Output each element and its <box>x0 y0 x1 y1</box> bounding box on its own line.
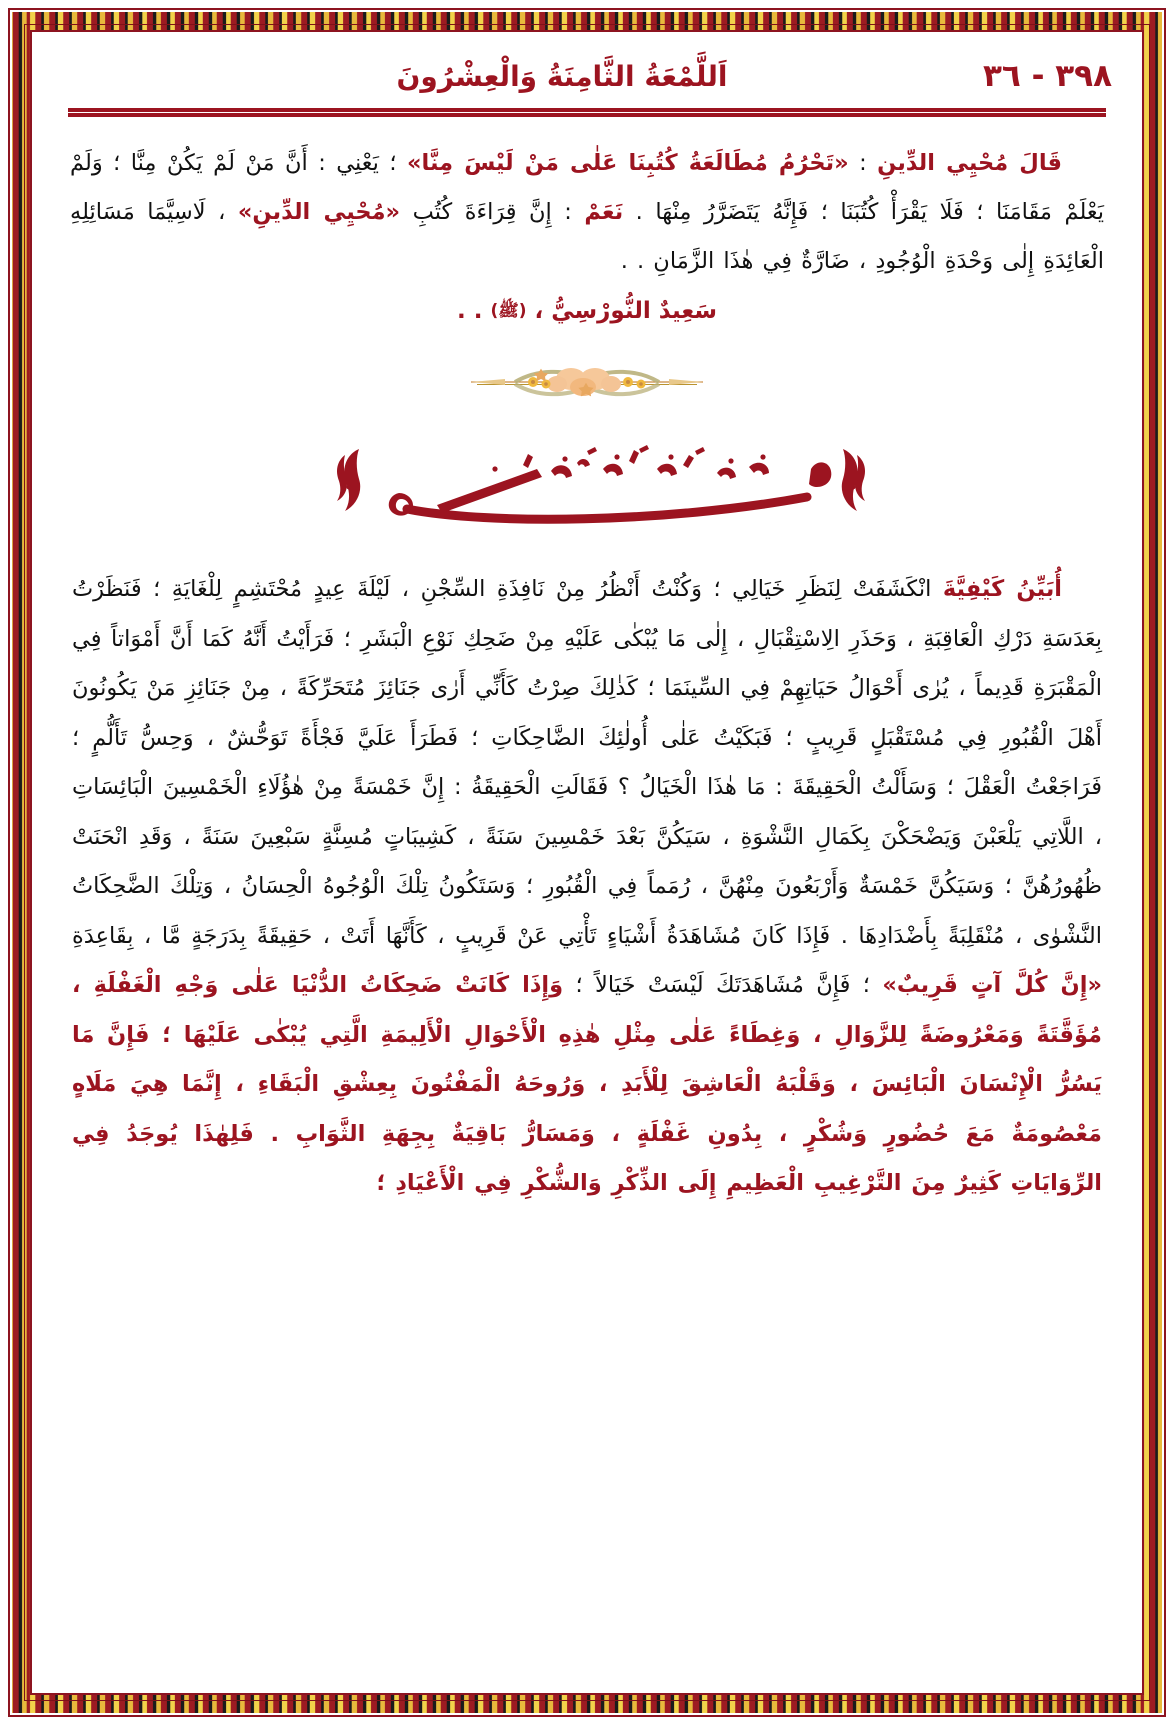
basmala-bracket-left <box>337 449 360 511</box>
quote-closing-text: ، لَاسِيَّمَا مَسَائِلِهِ الْعَائِدَةِ إِلٰى وَحْدَةِ الْوُجُودِ ، ضَارَّةٌ فِي هٰذَا الزَّمَانِ . . <box>70 199 1104 274</box>
body-opening-phrase: أُبَيِّنُ كَيْفِيَّةَ <box>942 576 1062 602</box>
floral-divider-ornament <box>467 361 707 403</box>
quote-hadith-text: «تَحْرُمُ مُطَالَعَةُ كُتُبِنَا عَلٰى مَنْ لَيْسَ مِنَّا» <box>406 150 849 176</box>
body-inline-quote: «إِنَّ كُلَّ آتٍ قَرِيبٌ» <box>882 972 1102 998</box>
body-paragraph <box>46 565 1128 1209</box>
quote-speaker-name: قَالَ مُحْيِي الدِّينِ <box>877 150 1062 176</box>
page-title: اَللَّمْعَةُ الثَّامِنَةُ وَالْعِشْرُونَ <box>396 60 728 93</box>
quote-paragraph <box>46 139 1128 286</box>
basmala-bracket-right <box>842 449 865 511</box>
page-content <box>46 44 1128 1681</box>
basmala-block <box>46 439 1128 531</box>
body-emphasised-passage: وَإِذَا كَانَتْ ضَحِكَاتُ الدُّنْيَا عَلٰى وَجْهِ الْغَفْلَةِ ، مُؤَقَّتَةً وَمَعْرُوضَةً لِلزَّوَالِ ، وَغِطَاءً عَلٰى مِثْلِ هٰذِهِ الْأَحْوَالِ الْأَلِيمَةِ الَّتِي يُبْكٰى عَلَيْهَا ؛ فَإِنَّ مَا يَسُرُّ الْإِنْسَانَ الْبَائِسَ ، وَقَلْبَهُ الْعَاشِقَ لِلْأَبَدِ ، وَرُوحَهُ الْمَفْتُونَ بِعِشْقِ الْبَقَاءِ ، إِنَّمَا هِيَ مَلَاهٍ مَعْصُومَةٌ مَعَ حُضُورٍ وَشُكْرٍ ، بِدُونِ غَفْلَةٍ ، وَمَسَارُّ بَاقِيَةٌ بِجِهَةِ الثَّوَابِ . فَلِهٰذَا يُوجَدُ فِي الرِّوَايَاتِ كَثِيرٌ مِنَ التَّرْغِيبِ الْعَظِيمِ إِلَى الذِّكْرِ وَالشُّكْرِ فِي الْأَعْيَادِ ؛ <box>72 972 1102 1196</box>
body-quote-followup: ؛ فَإِنَّ مُشَاهَدَتَكَ لَيْسَتْ خَيَالاً ؛ <box>563 972 883 998</box>
basmala-calligraphy <box>287 439 887 531</box>
quote-author-reference: «مُحْيِي الدِّينِ» <box>237 199 401 225</box>
quote-affirmation-word: نَعَمْ <box>584 199 624 225</box>
signature-name: سَعِيدٌ النُّورْسِيُّ ، <box>526 298 718 324</box>
signature-seal-icon: (ﷺ) <box>490 301 527 321</box>
author-signature <box>46 290 1128 325</box>
page-header <box>46 44 1128 94</box>
header-divider-rule <box>68 108 1106 117</box>
body-main-text: انْكَشَفَتْ لِنَظَرِ خَيَالِي ؛ وَكُنْتُ أَنْظُرُ مِنْ نَافِذَةِ السِّجْنِ ، لَيْلَةَ عِيدٍ مُحْتَشِمٍ لِلْغَايَةِ ؛ فَنَظَرْتُ بِعَدَسَةِ دَرْكِ الْعَاقِبَةِ ، وَحَذَرِ الِاسْتِقْبَالِ ، إِلٰى مَا يُبْكٰى عَلَيْهِ مِنْ ضَحِكِ نَوْعِ الْبَشَرِ ؛ فَرَأَيْتُ أَنَّهُ كَمَا أَنَّ أَمْوَاتاً فِي الْمَقْبَرَةِ قَدِيماً ، يُرٰى أَحْوَالُ حَيَاتِهِمْ فِي السِّينَمَا ؛ كَذٰلِكَ صِرْتُ كَأَنِّي أَرٰى جَنَائِزَ مُتَحَرِّكَةً ، مِنْ جَنَائِزِ مَنْ يَكُونُونَ أَهْلَ الْقُبُورِ فِي مُسْتَقْبَلٍ قَرِيبٍ ؛ فَبَكَيْتُ عَلٰى أُولٰئِكَ الضَّاحِكَاتِ ؛ فَطَرَأَ عَلَيَّ فَجْأَةً تَوَحُّشٌ ، وَحِسُّ تَأَلُّمٍ ؛ فَرَاجَعْتُ الْعَقْلَ ؛ وَسَأَلْتُ الْحَقِيقَةَ : مَا هٰذَا الْخَيَالُ ؟ فَقَالَتِ الْحَقِيقَةُ : إِنَّ خَمْسَةً مِنْ هٰؤُلَاءِ الْخَمْسِينَ الْبَائِسَاتِ ، اللَّاتِي يَلْعَبْنَ وَيَضْحَكْنَ بِكَمَالِ النَّشْوَةِ ، سَيَكُنَّ بَعْدَ خَمْسِينَ سَنَةً ، كَشِيبَاتٍ مُسِنَّةٍ سَبْعِينَ سَنَةً ، وَقَدِ انْحَنَتْ ظُهُورُهُنَّ ؛ وَسَيَكُنَّ خَمْسَةٌ وَأَرْبَعُونَ مِنْهُنَّ ، رُمَماً فِي الْقُبُورِ ؛ وَسَتَكُونُ تِلْكَ الْوُجُوهُ الْحِسَانُ ، وَتِلْكَ الضَّحِكَاتُ النَّشْوٰى ، مُنْقَلِبَةً بِأَضْدَادِهَا . فَإِذَا كَانَ مُشَاهَدَةُ أَشْيَاءٍ تَأْتِي عَنْ قَرِيبٍ ، كَأَنَّهَا أَتَتْ ، حَقِيقَةً بِدَرَجَةٍ مَّا ، بِقَاعِدَةِ <box>72 576 1102 949</box>
signature-trailing-dots: . . <box>456 298 491 324</box>
main-body <box>46 565 1128 1209</box>
page-folio-number: ٣٩٨ - ٣٦ <box>982 58 1112 94</box>
floral-divider <box>46 359 1128 405</box>
quote-continuation-text: : إِنَّ قِرَاءَةَ كُتُبِ <box>400 199 585 225</box>
quote-explanation-text: ؛ يَعْنِي : أَنَّ مَنْ لَمْ يَكُنْ مِنَّا ؛ وَلَمْ يَعْلَمْ مَقَامَنَا ؛ فَلَا يَقْرَأْ كُتُبَنَا ؛ فَإِنَّهُ يَتَضَرَّرُ مِنْهَا . <box>70 150 1105 225</box>
quote-colon: : <box>848 150 878 176</box>
